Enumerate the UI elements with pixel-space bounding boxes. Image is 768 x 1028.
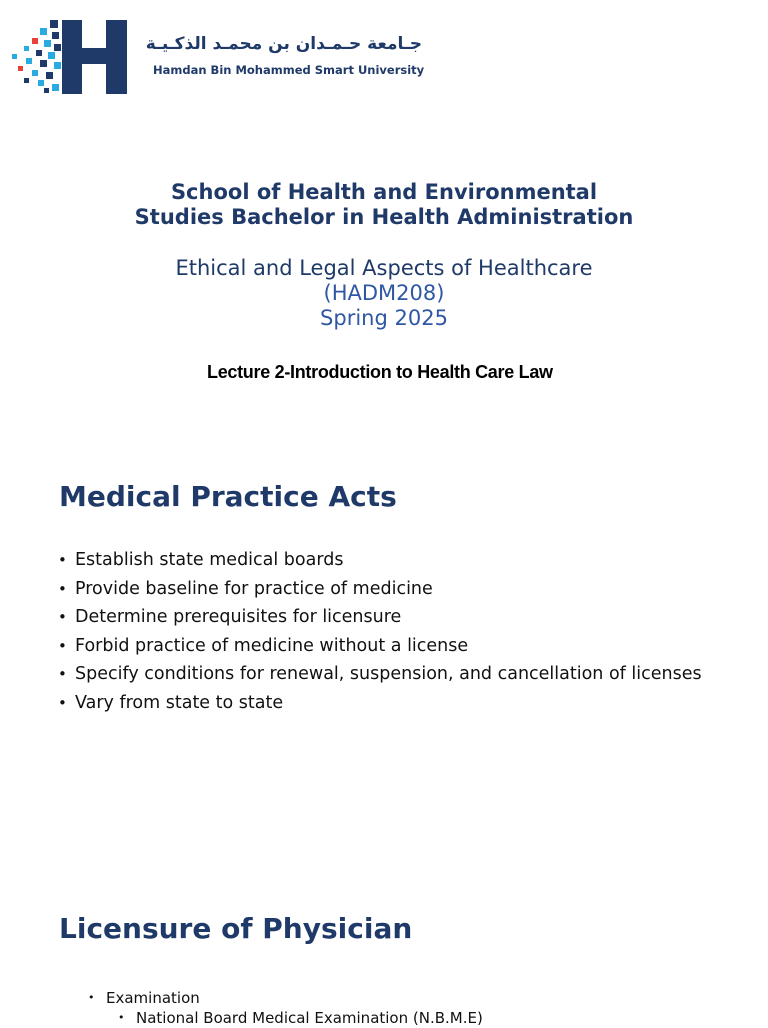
- course-code: (HADM208): [323, 281, 445, 305]
- course-name: Ethical and Legal Aspects of Healthcare: [175, 256, 593, 280]
- list-item: • Examination: [88, 988, 728, 1008]
- hbmsu-logo-icon: [10, 18, 130, 96]
- lecture-title: Lecture 2-Introduction to Health Care Law: [207, 362, 553, 382]
- logo-arabic-name: جـامعة حـمـدان بن محمـد الذكـيـة: [145, 34, 422, 54]
- school-line-1: School of Health and Environmental: [170, 180, 598, 204]
- school-line-2: Studies Bachelor in Health Administration: [134, 205, 634, 229]
- licensure-heading: Licensure of Physician: [59, 912, 413, 945]
- list-item: • Forbid practice of medicine without a license: [58, 636, 708, 657]
- list-item: • Establish state medical boards: [58, 550, 708, 571]
- medical-practice-heading: Medical Practice Acts: [59, 480, 397, 513]
- course-term: Spring 2025: [320, 306, 448, 330]
- list-item: • Specify conditions for renewal, suspension, and cancellation of licenses: [58, 664, 708, 685]
- list-item: • Provide baseline for practice of medicine: [58, 579, 708, 600]
- list-item: • Determine prerequisites for licensure: [58, 607, 708, 628]
- list-item: • Vary from state to state: [58, 693, 708, 714]
- school-title: [0, 180, 768, 230]
- university-logo: [10, 18, 430, 96]
- list-item: • National Board Medical Examination (N.B.M.E): [118, 1008, 728, 1028]
- licensure-list: [88, 988, 728, 1028]
- medical-practice-list: [58, 550, 708, 721]
- course-info: [0, 256, 768, 331]
- logo-english-name: Hamdan Bin Mohammed Smart University: [153, 63, 425, 77]
